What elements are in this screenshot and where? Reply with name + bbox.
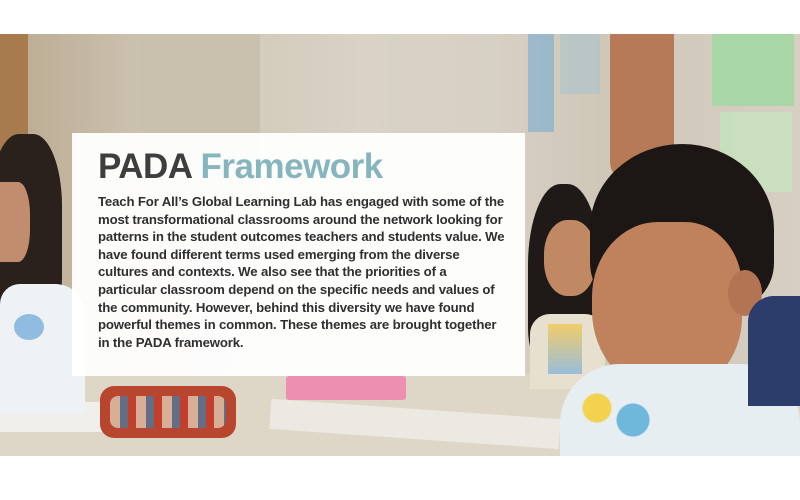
title-word-framework: Framework bbox=[200, 147, 383, 186]
wall-poster bbox=[560, 34, 600, 94]
wall-poster bbox=[528, 34, 554, 132]
pink-box bbox=[286, 376, 406, 400]
student-right-edge bbox=[748, 296, 800, 406]
intro-paragraph: Teach For All’s Global Learning Lab has engaged with some of the most transformational classrooms around the network looking for patterns in the student outcomes teachers and students value. We have found different terms used emerging from the diverse cultures and contexts. We also see that the priorities of a particular classroom depend on the specific needs and values of the community. However, behind this diversity we have found powerful themes in common. These themes are brought together in the PADA framework. bbox=[98, 194, 505, 350]
page-title bbox=[98, 147, 505, 187]
title-word-pada: PADA bbox=[98, 147, 192, 186]
text-panel bbox=[72, 133, 525, 376]
wall-poster bbox=[712, 34, 794, 106]
student-middle-face bbox=[544, 220, 596, 296]
student-left-face bbox=[0, 182, 30, 262]
pencil-case bbox=[100, 386, 236, 438]
